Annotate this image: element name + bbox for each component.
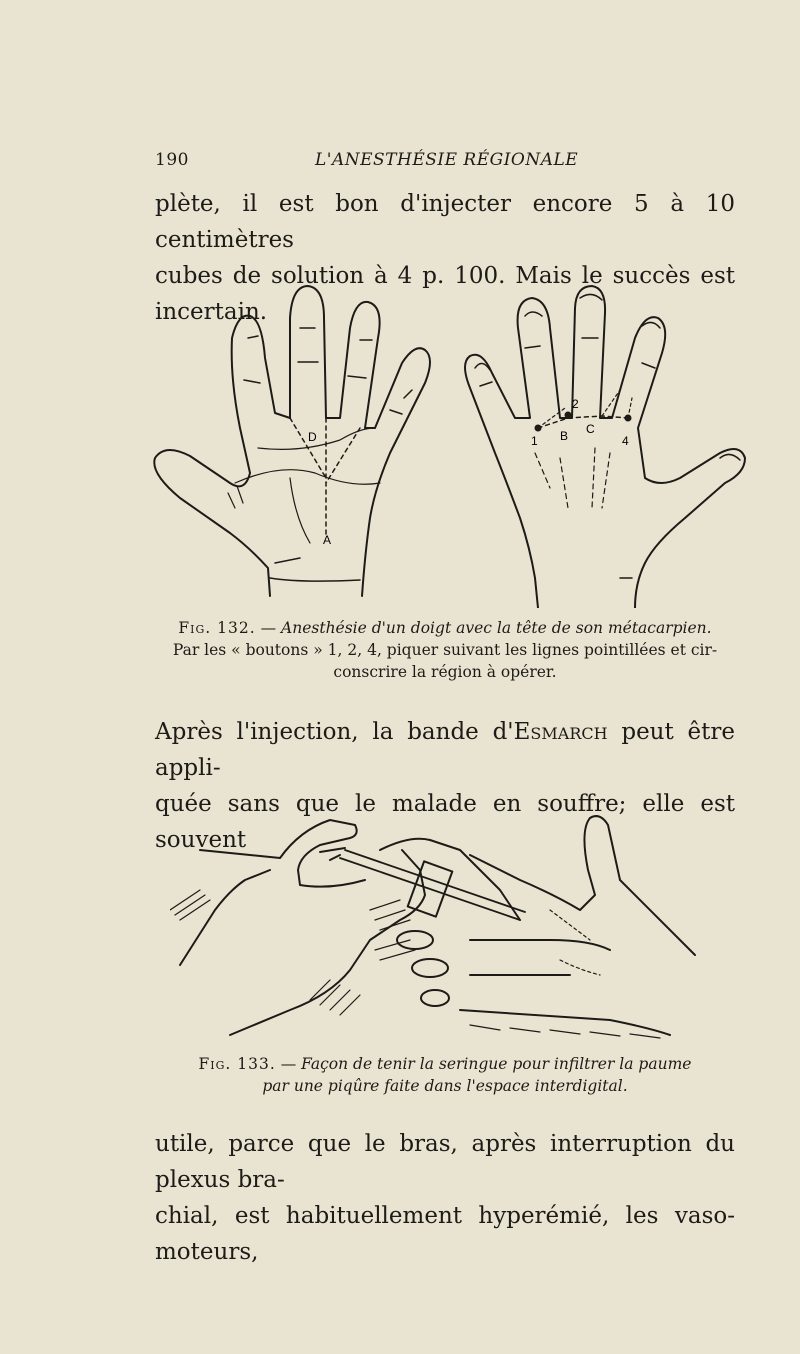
label-c: C	[586, 422, 595, 436]
figure-133-caption	[170, 1053, 720, 1097]
caption-line: Par les « boutons » 1, 2, 4, piquer suivant les lignes pointillées et cir-	[172, 641, 718, 659]
author-name: Esmarch	[513, 719, 608, 745]
label-4: 4	[622, 434, 629, 448]
page-number: 190	[155, 150, 189, 170]
caption-label: Fig. 132.	[178, 619, 256, 637]
text-span: peut être appli-	[155, 719, 735, 781]
figure-133-illustration	[170, 810, 700, 1040]
text-line: quée sans que le malade en souffre; elle est souvent	[155, 791, 735, 853]
caption-line	[155, 617, 735, 639]
caption-line: par une piqûre faite dans l'espace interdigital.	[262, 1077, 628, 1095]
text-line: utile, parce que le bras, après interruption du plexus bra-	[155, 1131, 735, 1193]
text-line: plète, il est bon d'injecter encore 5 à 10 centimètres	[155, 191, 735, 253]
paragraph-3	[155, 1126, 735, 1270]
label-b: B	[560, 429, 569, 443]
caption-line: conscrire la région à opérer.	[333, 663, 557, 681]
label-d: D	[308, 430, 317, 444]
caption-line	[170, 1053, 720, 1075]
label-a: A	[323, 533, 332, 547]
label-2: 2	[572, 397, 579, 411]
caption-title: Anesthésie d'un doigt avec la tête de son métacarpien.	[281, 619, 712, 637]
running-title: L'ANESTHÉSIE RÉGIONALE	[315, 150, 579, 170]
figure-132	[140, 278, 750, 608]
text-line	[155, 714, 735, 786]
caption-dash: —	[280, 1055, 297, 1073]
caption-title: Façon de tenir la seringue pour infiltrer la paume	[301, 1055, 692, 1073]
text-span: Après l'injection, la bande d'	[155, 719, 514, 745]
figure-132-illustration	[140, 278, 750, 608]
text-line: cubes de solution à 4 p. 100. Mais le succès est incertain.	[155, 263, 735, 325]
figure-133	[170, 810, 700, 1040]
caption-label: Fig. 133.	[198, 1055, 276, 1073]
figure-132-caption	[155, 617, 735, 683]
label-1: 1	[531, 434, 538, 448]
text-line: chial, est habituellement hyperémié, les vaso-moteurs,	[155, 1203, 735, 1265]
caption-dash: —	[260, 619, 277, 637]
